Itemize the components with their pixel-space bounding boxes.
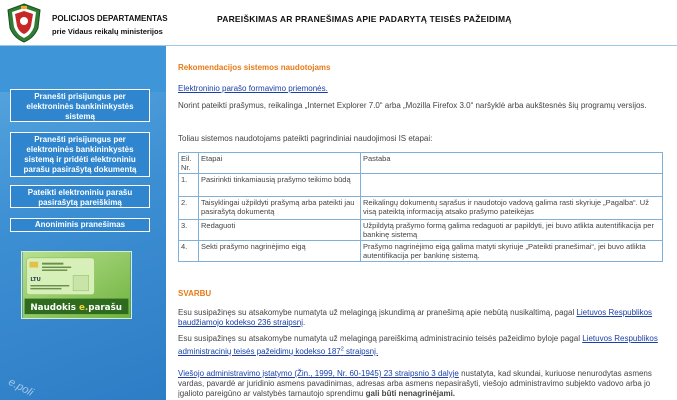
sidebar xyxy=(0,46,166,400)
law-note xyxy=(178,369,664,399)
row-note: Prašymo nagrinėjimo eigą galima matyti skyriuje „Pateikti pranešimai“, jei buvo atlikta autentifikacija per bankinę sistemą. xyxy=(361,241,663,262)
department-subtitle: prie Vidaus reikalų ministerijos xyxy=(52,27,163,36)
warning-text: Esu susipažinęs su atsakomybe numatyta už melagingą įskundimą ar pranešimą apie nebūtą nusikaltimą, pagal xyxy=(178,308,577,317)
warning-criminal-code xyxy=(178,308,664,328)
header-stage: Etapai xyxy=(199,153,361,174)
criminal-code-link[interactable]: Lietuvos Respublikos baudžiamojo kodekso 236 straipsnį xyxy=(178,308,653,327)
row-nr: 2. xyxy=(179,197,199,220)
row-note: Reikalingų dokumentų sąrašus ir naudotojo vadovą galima rasti skyriuje „Pagalba“. Už visą pateiktą informaciją atsako prašymo pateikėjas xyxy=(361,197,663,220)
table-header-row xyxy=(179,153,663,174)
submit-esigned-button[interactable]: Pateikti elektroniniu parašu pasirašytą pareiškimą xyxy=(10,185,150,208)
table-row xyxy=(179,241,663,262)
row-note xyxy=(361,174,663,197)
header-nr: Eil. Nr. xyxy=(179,153,199,174)
esign-tools-paragraph xyxy=(178,84,664,94)
card-country-code: LTU xyxy=(30,277,41,284)
public-admin-law-link[interactable]: Viešojo administravimo įstatymo (Žin., 1999, Nr. 60-1945) 23 straipsnio 3 dalyje xyxy=(178,369,459,378)
header-note: Pastaba xyxy=(361,153,663,174)
warning-admin-code xyxy=(178,334,664,357)
page-header xyxy=(0,0,677,46)
recommendations-heading: Rekomendacijos sistemos naudotojams xyxy=(178,63,331,72)
table-row xyxy=(179,197,663,220)
row-nr: 4. xyxy=(179,241,199,262)
row-nr: 3. xyxy=(179,220,199,241)
stages-table xyxy=(178,152,663,262)
row-stage: Pasirinkti tinkamiausią prašymo teikimo būdą xyxy=(199,174,361,197)
table-row xyxy=(179,174,663,197)
warning-end: . xyxy=(302,318,306,327)
law-bold: gali būti nenagrinėjami. xyxy=(365,389,456,398)
law-text: nustatyta, kad skundai, kuriuose nenurodytas asmens vardas, pavardė ar juridinio asmens pavadinimas, adresas arba asmens nepasirašyti, viešojo administravimo subjekto vadovo arba jo įgalioto pareigūno ar valstybės tarnautojo sprendimu xyxy=(178,369,652,398)
browser-note: Norint pateikti prašymus, reikalinga „Internet Explorer 7.0“ arba „Mozilla Firefox 3.0“ naršyklė arba aukštesnės šių programų versijos. xyxy=(178,101,647,110)
row-nr: 1. xyxy=(179,174,199,197)
card-slogan: Naudokis e.parašu xyxy=(30,303,122,314)
admin-code-link[interactable]: Lietuvos Respublikos administracinių teisės pažeidimų kodekso $187^2$ straipsnį. xyxy=(178,334,658,356)
report-via-bank-attach-button[interactable]: Pranešti prisijungus per elektroninės bankininkystės sistemą ir pridėti elektroniniu parašu pasirašytą dokumentą xyxy=(10,132,150,177)
report-via-bank-button[interactable]: Pranešti prisijungus per elektroninės bankininkystės sistemą xyxy=(10,89,150,122)
row-stage: Taisyklingai užpildyti prašymą arba pateikti jau pasirašytą dokumentą xyxy=(199,197,361,220)
row-stage: Sekti prašymo nagrinėjimo eigą xyxy=(199,241,361,262)
police-crest-icon xyxy=(4,2,44,44)
esignature-card-banner[interactable] xyxy=(21,251,132,319)
department-title: POLICIJOS DEPARTAMENTAS xyxy=(52,14,168,23)
sidebar-watermark: e.poli xyxy=(6,376,36,399)
page-title: PAREIŠKIMAS AR PRANEŠIMAS APIE PADARYTĄ TEISĖS PAŽEIDIMĄ xyxy=(217,14,512,24)
sidebar-band xyxy=(0,46,166,92)
stages-intro: Toliau sistemos naudotojams pateikti pagrindiniai naudojimosi IS etapai: xyxy=(178,134,433,143)
row-stage: Redaguoti xyxy=(199,220,361,241)
anonymous-report-button[interactable]: Anoniminis pranešimas xyxy=(10,218,150,232)
table-row xyxy=(179,220,663,241)
warning-text: Esu susipažinęs su atsakomybe numatyta už melagingą pareiškimą administracinio teisės pažeidimo byloje pagal xyxy=(178,334,583,343)
esign-tools-link[interactable]: Elektroninio parašo formavimo priemonės. xyxy=(178,84,328,93)
row-note: Užpildytą prašymo formą galima redaguoti ar papildyti, jei buvo atlikta autentifikacija per bankinę sistemą xyxy=(361,220,663,241)
important-heading: SVARBU xyxy=(178,289,212,298)
